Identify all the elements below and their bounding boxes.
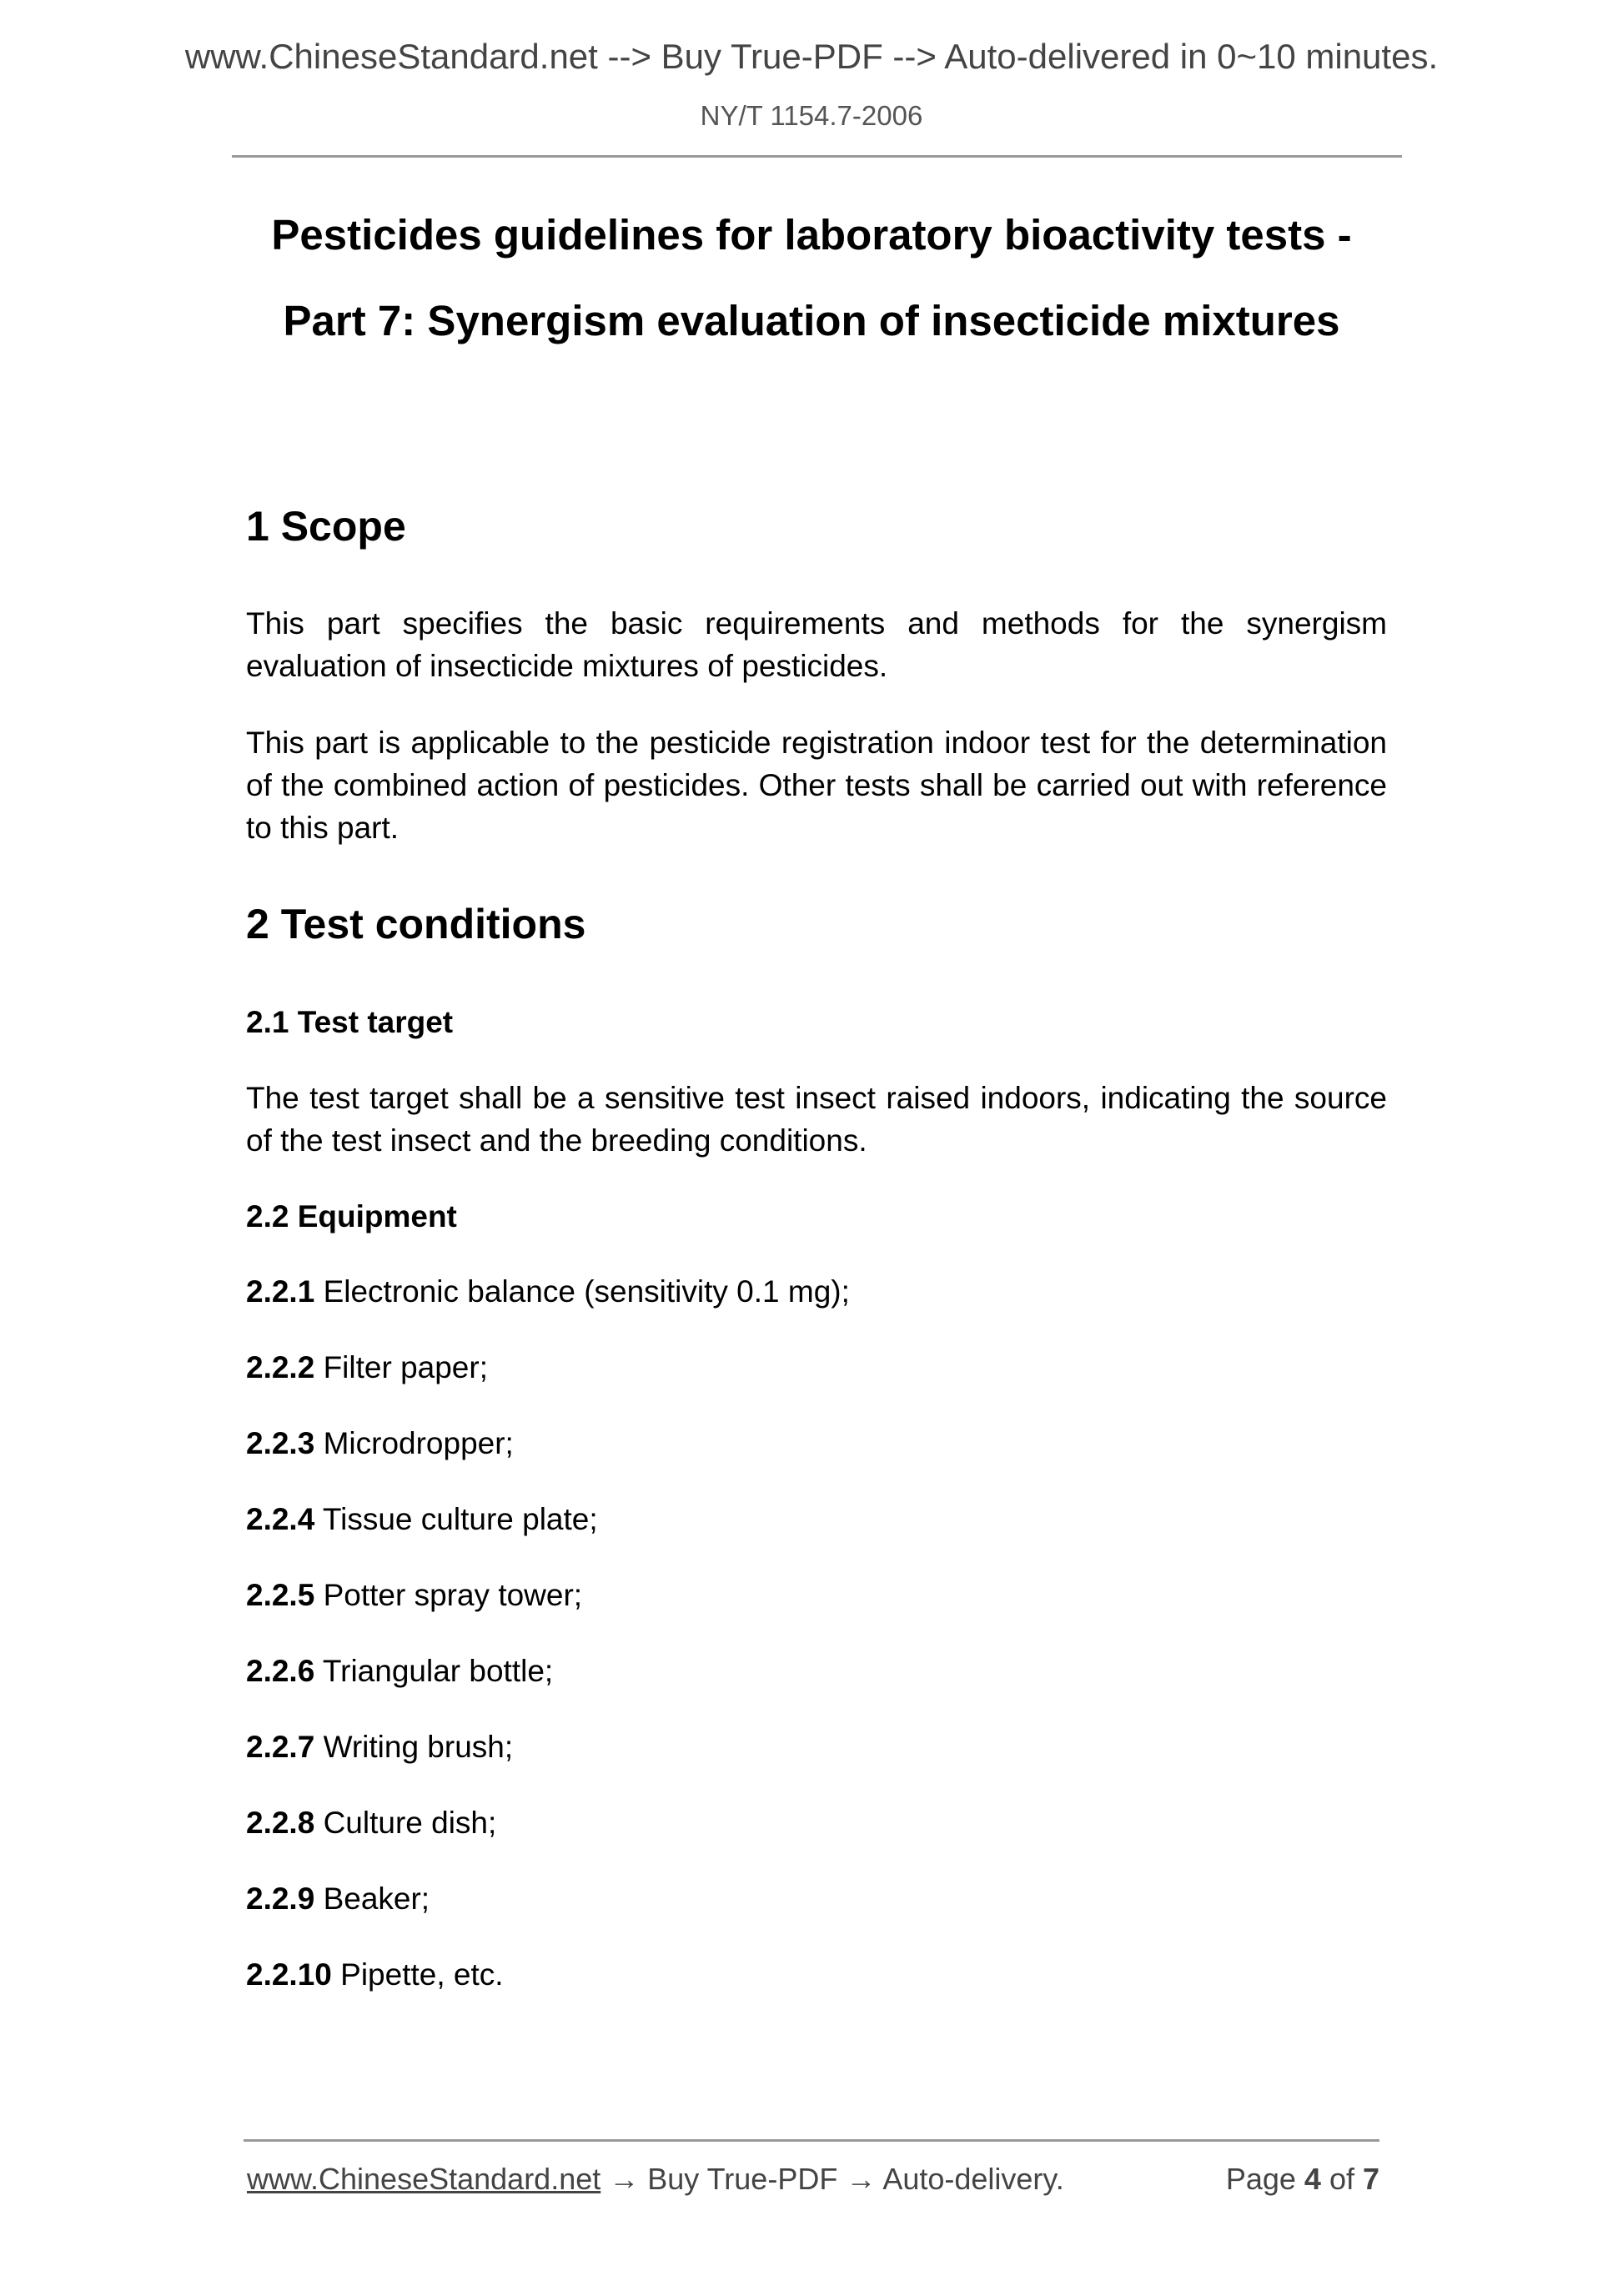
equipment-item-text: Tissue culture plate; [314,1502,598,1536]
header-banner: www.ChineseStandard.net --> Buy True-PDF --> Auto-delivered in 0~10 minutes. [184,37,1439,76]
document-title-line1: Pesticides guidelines for laboratory bioactivity tests - [271,211,1352,259]
equipment-item-text: Electronic balance (sensitivity 0.1 mg); [314,1274,850,1309]
equipment-item [246,1957,504,1992]
scope-paragraph-2: This part is applicable to the pesticide registration indoor test for the determination of the combined action of pesticides. Other tests shall be carried out with reference to this part. [246,726,1387,845]
equipment-item [246,1502,598,1537]
equipment-item [246,1274,850,1309]
equipment-item-text: Filter paper; [314,1350,488,1384]
equipment-item [246,1806,496,1841]
equipment-item-text: Culture dish; [314,1806,497,1840]
section-heading-test-conditions: 2 Test conditions [246,901,586,947]
subsection-heading-equipment: 2.2 Equipment [246,1199,457,1233]
document-title-line2: Part 7: Synergism evaluation of insecticide mixtures [283,297,1340,344]
footer-divider [244,2139,1379,2142]
equipment-item [246,1350,488,1385]
equipment-item-number: 2.2.1 [246,1274,315,1309]
of-label: of [1320,2162,1363,2196]
equipment-item-number: 2.2.5 [246,1578,315,1612]
test-target-paragraph: The test target shall be a sensitive test insect raised indoors, indicating the source of the test insect and the breeding conditions. [246,1081,1387,1158]
page-label: Page [1225,2162,1304,2196]
equipment-item-number: 2.2.6 [246,1654,315,1688]
footer-text [247,2162,1064,2197]
equipment-item-text: Potter spray tower; [314,1578,583,1612]
equipment-item [246,1730,513,1765]
equipment-item-number: 2.2.10 [246,1957,332,1992]
standard-number: NY/T 1154.7-2006 [700,100,923,131]
subsection-heading-test-target: 2.1 Test target [246,1005,454,1039]
equipment-item [246,1578,582,1613]
equipment-item-text: Microdropper; [314,1426,514,1460]
equipment-item-number: 2.2.8 [246,1806,315,1840]
equipment-item-text: Beaker; [314,1882,430,1916]
equipment-item-number: 2.2.9 [246,1882,315,1916]
header-divider [232,155,1402,158]
footer-link[interactable]: www.ChineseStandard.net [247,2162,601,2196]
equipment-item-number: 2.2.3 [246,1426,315,1460]
equipment-item-number: 2.2.7 [246,1730,315,1764]
equipment-item-text: Pipette, etc. [331,1957,504,1992]
page-number: 4 [1304,2162,1321,2196]
page-total: 7 [1362,2162,1379,2196]
equipment-item-text: Writing brush; [314,1730,514,1764]
footer-tagline: → Buy True-PDF → Auto-delivery. [600,2162,1064,2196]
scope-paragraph-1: This part specifies the basic requirements and methods for the synergism evaluation of insecticide mixtures of pesticides. [246,606,1387,683]
equipment-item [246,1882,430,1917]
equipment-item-text: Triangular bottle; [314,1654,554,1688]
page-indicator [1226,2162,1379,2197]
equipment-item [246,1426,514,1461]
section-heading-scope: 1 Scope [246,503,406,550]
equipment-item-number: 2.2.4 [246,1502,315,1536]
equipment-item [246,1654,553,1689]
equipment-item-number: 2.2.2 [246,1350,315,1384]
